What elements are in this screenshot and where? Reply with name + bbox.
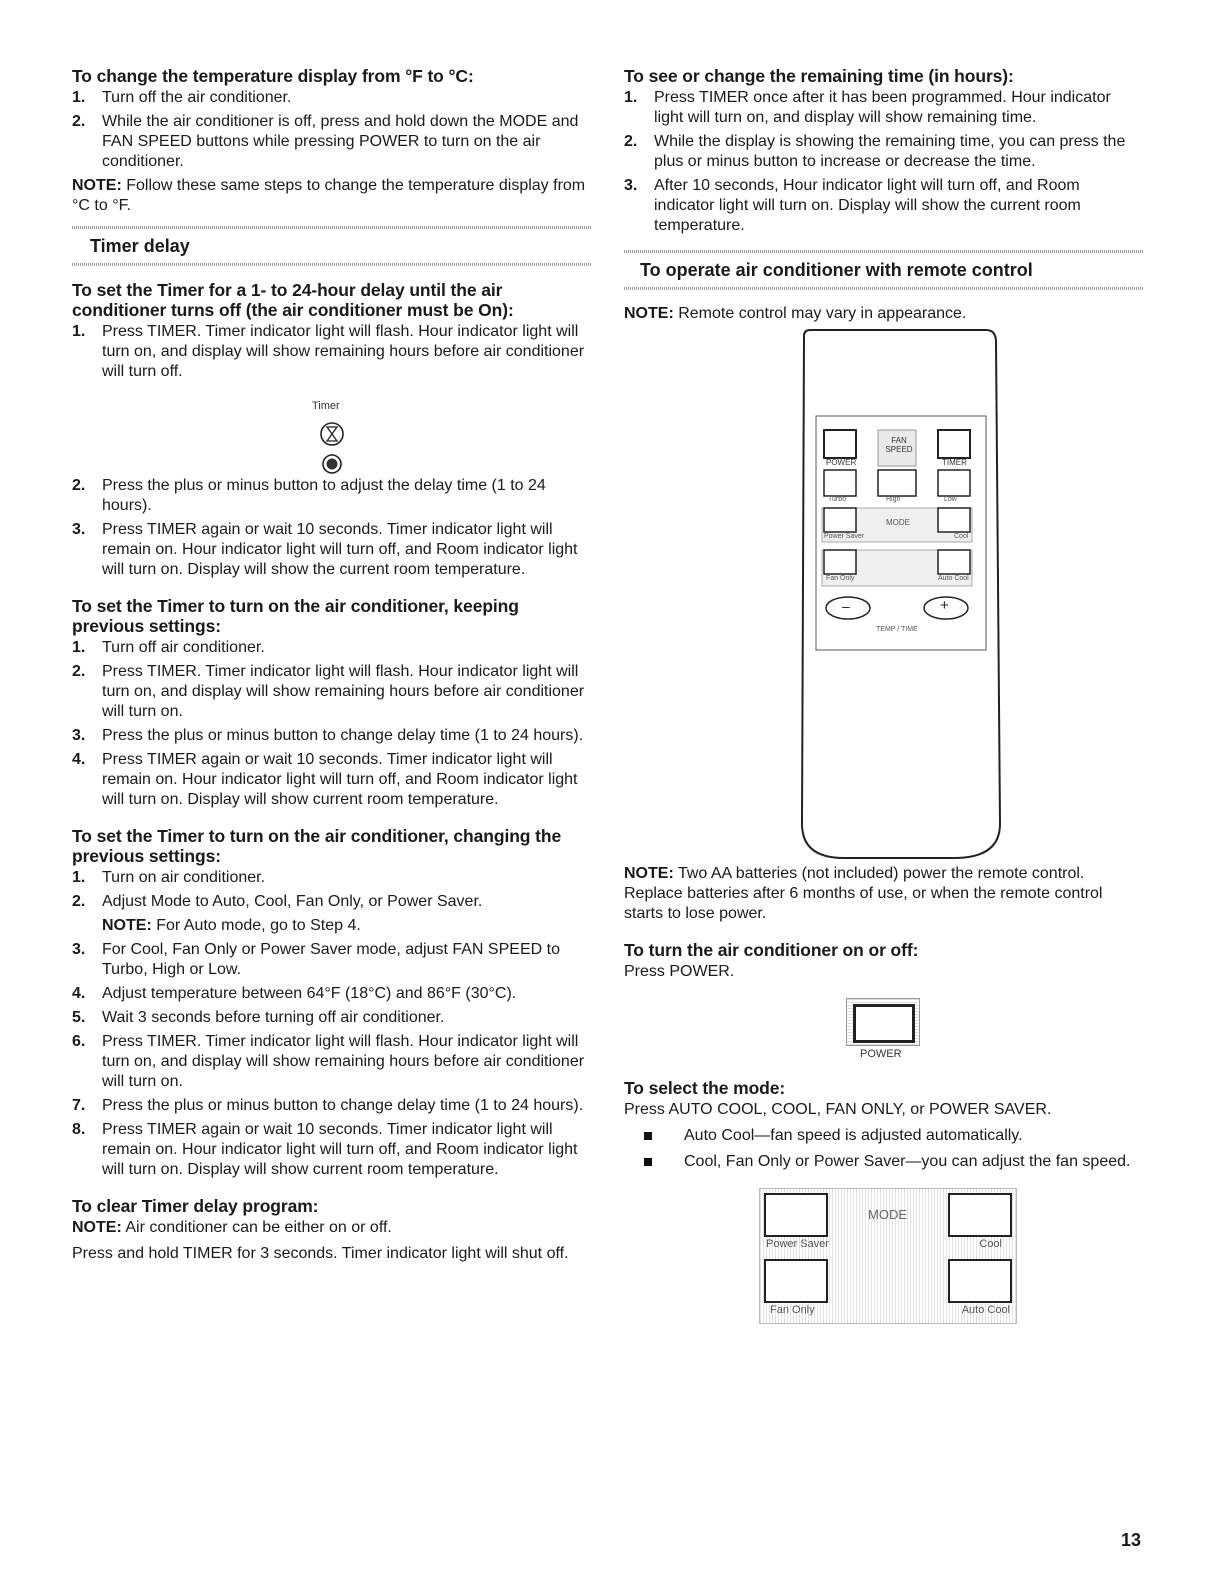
list-item: 3. For Cool, Fan Only or Power Saver mode, adjust FAN SPEED to Turbo, High or Low. (72, 941, 560, 978)
clear-note: NOTE: Air conditioner can be either on or off. (72, 1219, 392, 1236)
timer-icon-figure (72, 386, 592, 476)
remote-mode-label: MODE (886, 518, 910, 527)
list-item: 3. Press TIMER again or wait 10 seconds. Timer indicator light will remain on. Hour indicator light will turn off, and Room indicator light will turn on. Display will show the current room temperature. (72, 521, 578, 578)
mode-panel-mode-label: MODE (868, 1207, 907, 1222)
list-item: 2. Adjust Mode to Auto, Cool, Fan Only, or Power Saver. NOTE: For Auto mode, go to Step 4. (72, 892, 592, 936)
remote-section (624, 240, 1144, 290)
remote-control-outline (624, 324, 1144, 864)
keep-steps (72, 638, 592, 810)
change-heading: To set the Timer to turn on the air conditioner, changing the previous settings: (72, 826, 562, 866)
list-item: 7. Press the plus or minus button to change delay time (1 to 24 hours). (72, 1097, 584, 1114)
onoff-text: Press POWER. (624, 963, 735, 980)
remote-high-label: High (886, 496, 901, 503)
power-button-figure (624, 982, 1144, 1078)
remote-control-figure (624, 324, 1144, 864)
list-item: 4. Press TIMER again or wait 10 seconds. Timer indicator light will remain on. Hour indicator light will turn off, and Room indicator light will turn on. Display will show current room temperature. (72, 751, 578, 808)
remain-steps (624, 88, 1144, 236)
left-column (72, 66, 592, 1264)
remote-fan-only-label: Fan Only (826, 575, 855, 582)
list-item: 2. While the air conditioner is off, press and hold down the MODE and FAN SPEED buttons while pressing POWER to turn on the air conditioner. (72, 113, 579, 170)
battery-note: NOTE: Two AA batteries (not included) power the remote control. Replace batteries after 6 months of use, or when the remote control starts to lose power. (624, 865, 1103, 922)
list-item: 1. Turn off air conditioner. (72, 639, 265, 656)
list-item: 6. Press TIMER. Timer indicator light will flash. Hour indicator light will turn on, and display will show remaining hours before air conditioner will turn on. (72, 1033, 585, 1090)
off-steps (72, 322, 592, 382)
change-steps (72, 868, 592, 1180)
list-item: Cool, Fan Only or Power Saver—you can adjust the fan speed. (624, 1152, 1144, 1172)
power-button-label: POWER (860, 1048, 902, 1060)
change-note: NOTE: For Auto mode, go to Step 4. (102, 917, 361, 934)
remote-turbo-label: Turbo (828, 496, 847, 503)
remote-minus-label: – (842, 598, 850, 614)
list-item: Auto Cool—fan speed is adjusted automatically. (624, 1126, 1144, 1146)
list-item: 2. Press the plus or minus button to adjust the delay time (1 to 24 hours). (72, 477, 546, 514)
list-item: 2. Press TIMER. Timer indicator light will flash. Hour indicator light will turn on, and display will show remaining hours before air conditioner will turn on. (72, 663, 585, 720)
remote-timer-label: TIMER (942, 458, 967, 467)
power-button-icon (846, 998, 920, 1046)
list-item: 1. Press TIMER once after it has been programmed. Hour indicator light will turn on, and display will show remaining time. (624, 89, 1111, 126)
remote-note: NOTE: Remote control may vary in appearance. (624, 305, 967, 322)
timer-icon-label: Timer (312, 400, 340, 412)
list-item: 1. Press TIMER. Timer indicator light will flash. Hour indicator light will turn on, and display will show remaining hours before air conditioner will turn off. (72, 323, 585, 380)
mode-panel (759, 1188, 1017, 1324)
list-item: 8. Press TIMER again or wait 10 seconds. Timer indicator light will remain on. Hour indicator light will turn off, and Room indicator light will turn on. Display will show current room temperature. (72, 1121, 578, 1178)
off-steps-rest (72, 476, 592, 580)
list-item: 1. Turn on air conditioner. (72, 869, 266, 886)
list-item: 2. While the display is showing the remaining time, you can press the plus or minus button to increase or decrease the time. (624, 133, 1126, 170)
list-item: 3. Press the plus or minus button to change delay time (1 to 24 hours). (72, 727, 584, 744)
remote-temp-time-label: TEMP / TIME (876, 626, 918, 633)
remote-power-label: POWER (826, 458, 857, 467)
remote-auto-cool-label: Auto Cool (938, 575, 969, 582)
remote-cool-label: Cool (954, 533, 969, 540)
hourglass-icon (317, 420, 347, 480)
remote-title: To operate air conditioner with remote control (640, 260, 1033, 280)
remote-power-saver-label: Power Saver (824, 533, 865, 540)
mode-heading: To select the mode: (624, 1078, 786, 1098)
remote-low-label: Low (944, 496, 957, 503)
list-item: 1. Turn off the air conditioner. (72, 89, 292, 106)
mode-panel-cool-label: Cool (979, 1238, 1002, 1250)
timer-delay-section (72, 216, 592, 266)
clear-text: Press and hold TIMER for 3 seconds. Timer indicator light will shut off. (72, 1245, 569, 1262)
remain-heading: To see or change the remaining time (in hours): (624, 66, 1014, 86)
mode-text: Press AUTO COOL, COOL, FAN ONLY, or POWER SAVER. (624, 1101, 1052, 1118)
timer-delay-title: Timer delay (90, 236, 190, 256)
keep-heading: To set the Timer to turn on the air conditioner, keeping previous settings: (72, 596, 519, 636)
clear-heading: To clear Timer delay program: (72, 1196, 319, 1216)
mode-panel-auto-cool-label: Auto Cool (961, 1304, 1010, 1316)
right-column (624, 66, 1144, 1330)
temp-note: NOTE: Follow these same steps to change the temperature display from °C to °F. (72, 177, 586, 214)
list-item: 5. Wait 3 seconds before turning off air conditioner. (72, 1009, 445, 1026)
list-item: 4. Adjust temperature between 64°F (18°C) and 86°F (30°C). (72, 985, 517, 1002)
mode-panel-fan-only-label: Fan Only (770, 1304, 815, 1316)
onoff-heading: To turn the air conditioner on or off: (624, 940, 919, 960)
mode-panel-power-saver-label: Power Saver (766, 1238, 829, 1250)
list-item: 3. After 10 seconds, Hour indicator light will turn off, and Room indicator light will turn on. Display will show the current room temperature. (624, 177, 1081, 234)
page-number: 13 (1120, 1530, 1141, 1550)
remote-plus-label: + (940, 597, 949, 614)
temp-heading: To change the temperature display from °F to °C: (72, 66, 474, 86)
mode-panel-figure (624, 1180, 1144, 1330)
remote-fan-speed-label: FAN SPEED (885, 436, 913, 454)
temp-steps (72, 88, 592, 172)
off-heading: To set the Timer for a 1- to 24-hour delay until the air conditioner turns off (the air conditioner must be On): (72, 280, 514, 320)
